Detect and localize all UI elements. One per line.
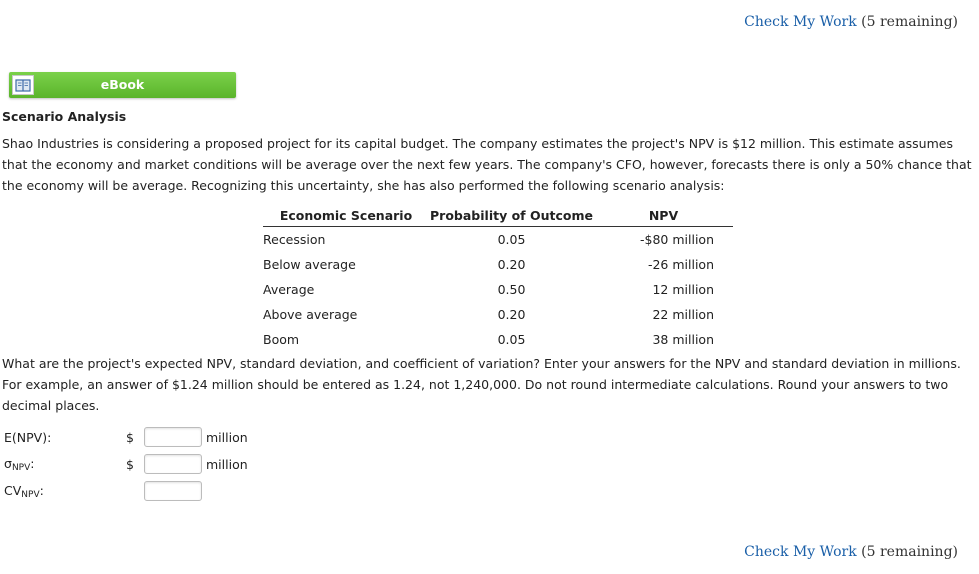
answer-row-sigma xyxy=(4,453,248,475)
table-row xyxy=(263,302,733,327)
probability-cell: 0.50 xyxy=(497,282,526,297)
npv-cell: 38 million xyxy=(652,332,714,347)
cv-input[interactable] xyxy=(144,481,202,501)
header-probability: Probability of Outcome xyxy=(429,204,594,227)
problem-intro: Shao Industries is considering a proposed project for its capital budget. The company estimates the project's NPV is $12 million. This estimate assumes that the economy and market conditions will be average over the next few years. The company's CFO, however, forecasts there is only a 50% chance that the economy will be average. Recognizing this uncertainty, she has also performed the following scenario analysis: xyxy=(2,136,972,193)
scenario-cell: Below average xyxy=(263,257,356,272)
enpv-unit: million xyxy=(206,429,248,445)
problem-question: What are the project's expected NPV, standard deviation, and coefficient of variation? Enter your answers for the NPV and standard deviation in millions. For example, an answer of $1.24 million should be entered as 1.24, not 1,240,000. Do not round intermediate calculations. Round your answers to two decimal places. xyxy=(2,356,961,413)
header-npv: NPV xyxy=(594,204,733,227)
scenario-cell: Above average xyxy=(263,307,358,322)
check-my-work-link[interactable]: Check My Work xyxy=(744,14,857,30)
sigma-unit: million xyxy=(206,456,248,472)
table-header-row xyxy=(263,204,733,227)
npv-cell: -$80 million xyxy=(640,232,714,247)
check-my-work-bottom xyxy=(744,544,958,560)
table-row xyxy=(263,277,733,302)
scenario-cell: Boom xyxy=(263,332,300,347)
enpv-label: E(NPV): xyxy=(4,429,52,445)
table-row xyxy=(263,327,733,352)
scenario-cell: Recession xyxy=(263,232,326,247)
probability-cell: 0.20 xyxy=(497,307,526,322)
check-my-work-top xyxy=(744,14,958,30)
answer-row-cv xyxy=(4,480,202,502)
scenario-table xyxy=(263,204,733,352)
answer-row-enpv xyxy=(4,426,248,448)
header-economic-scenario: Economic Scenario xyxy=(263,204,429,227)
check-my-work-link[interactable]: Check My Work xyxy=(744,544,857,560)
problem-title: Scenario Analysis xyxy=(2,109,127,124)
remaining-count: (5 remaining) xyxy=(861,14,958,30)
probability-cell: 0.05 xyxy=(497,332,526,347)
probability-cell: 0.20 xyxy=(497,257,526,272)
enpv-input[interactable] xyxy=(144,427,202,447)
ebook-button[interactable] xyxy=(9,72,236,98)
table-row xyxy=(263,252,733,277)
remaining-count: (5 remaining) xyxy=(861,544,958,560)
npv-cell: 22 million xyxy=(652,307,714,322)
cv-label: $CV_{NPV}$: xyxy=(4,482,44,500)
scenario-cell: Average xyxy=(263,282,315,297)
table-row xyxy=(263,227,733,253)
sigma-currency: $ xyxy=(126,456,134,472)
npv-cell: 12 million xyxy=(652,282,714,297)
enpv-currency: $ xyxy=(126,429,134,445)
ebook-label: eBook xyxy=(100,77,145,92)
sigma-label: $\sigma_{NPV}$: xyxy=(4,455,35,473)
probability-cell: 0.05 xyxy=(497,232,526,247)
npv-cell: -26 million xyxy=(647,257,714,272)
sigma-input[interactable] xyxy=(144,454,202,474)
